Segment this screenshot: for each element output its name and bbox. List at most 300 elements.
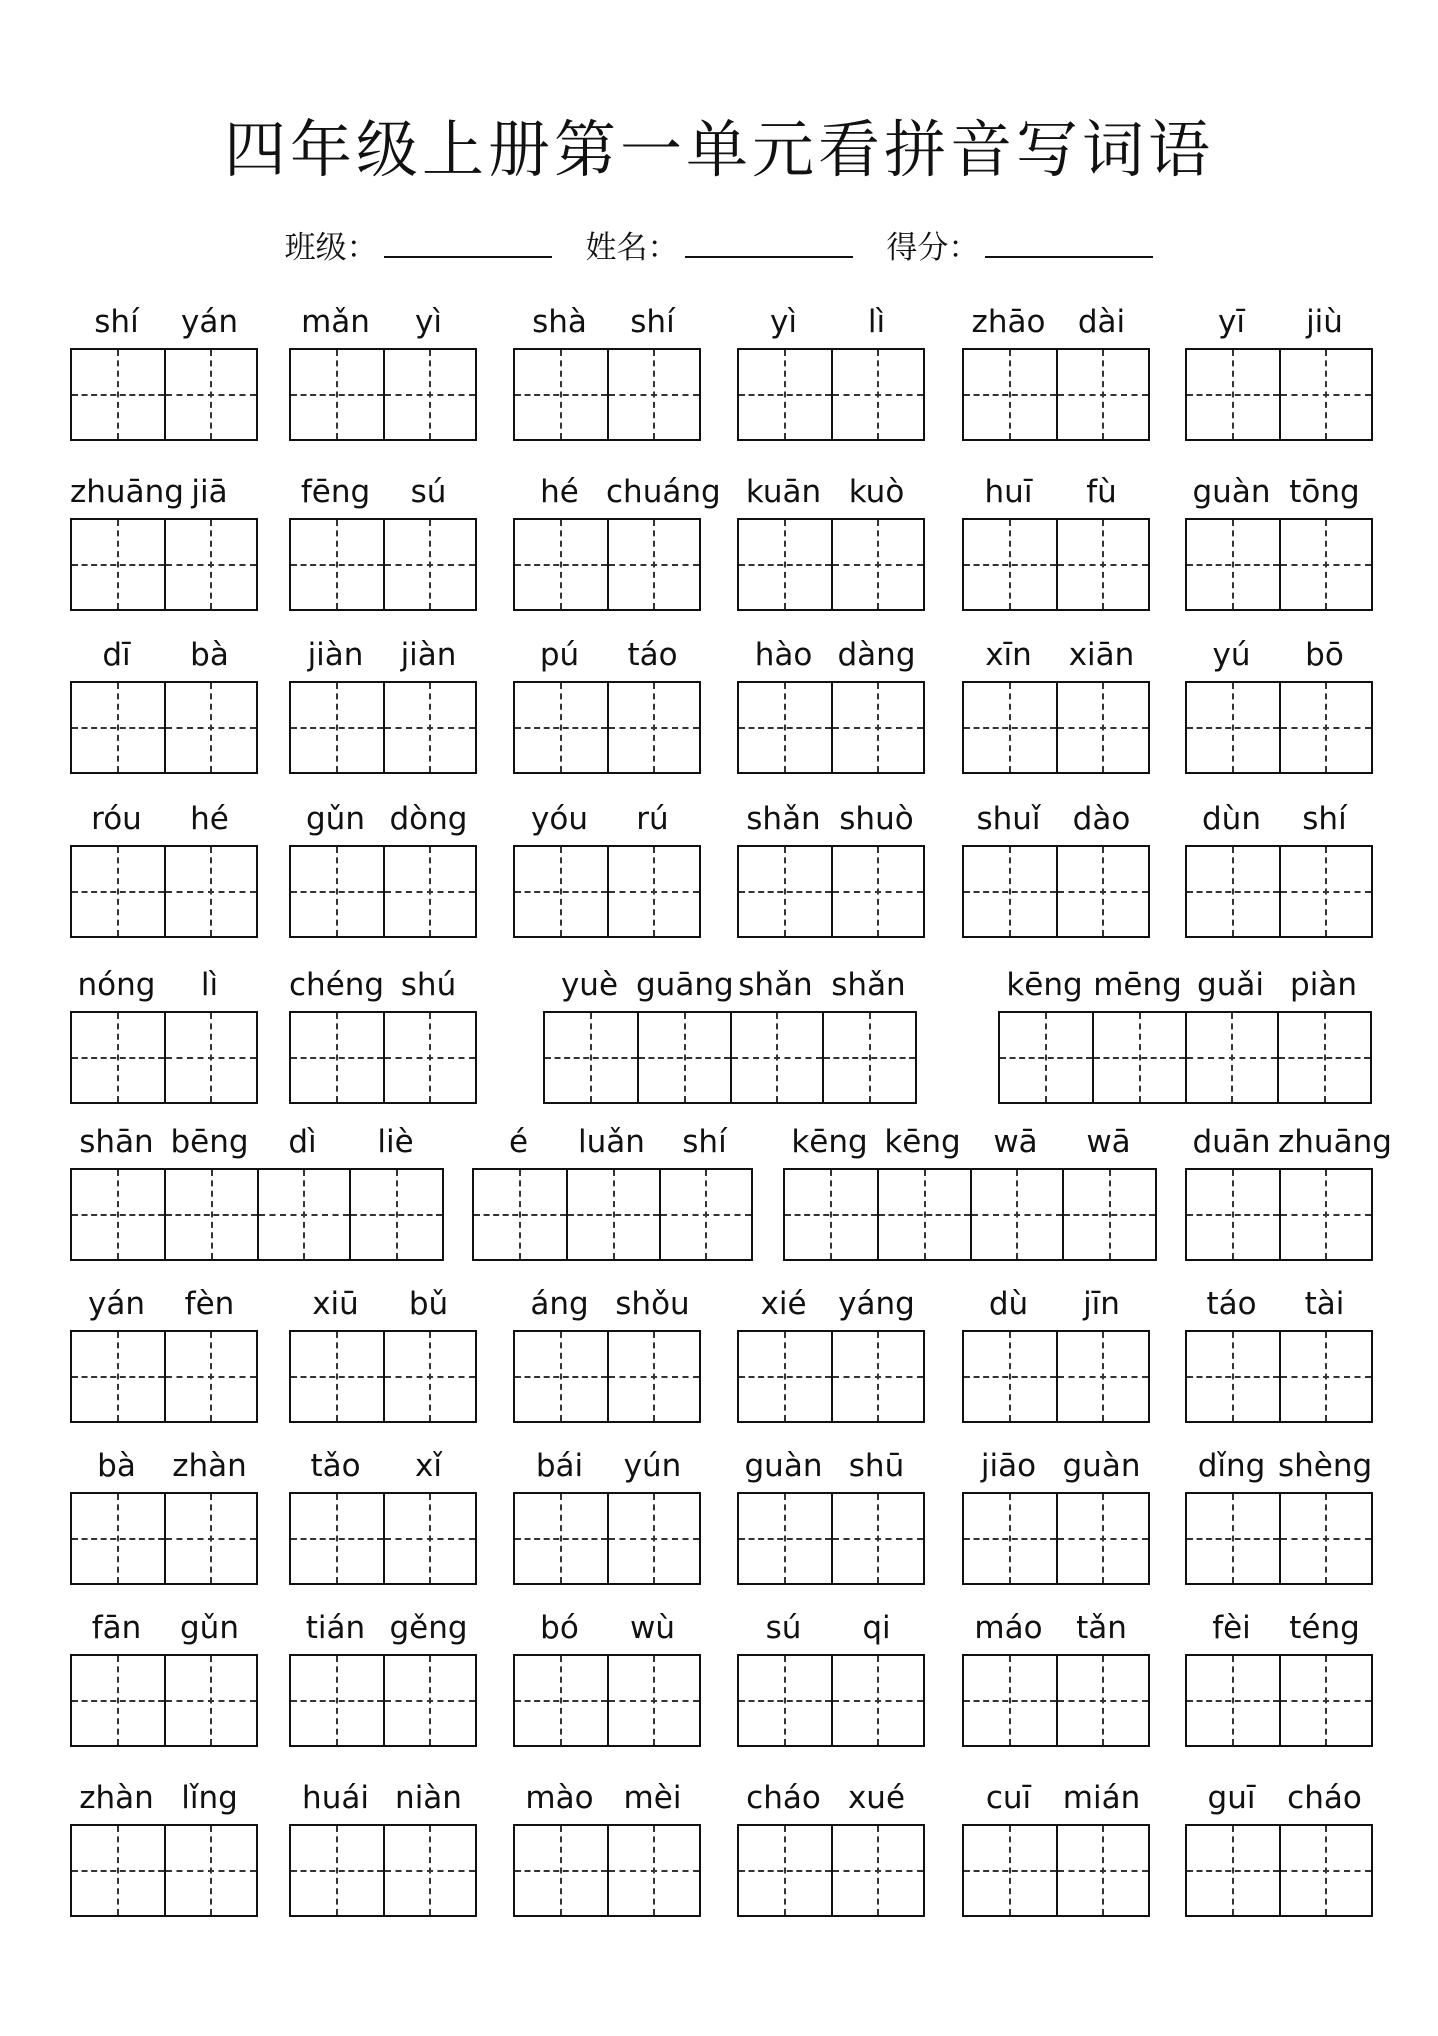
word-item: [962, 470, 1150, 613]
writing-grid: [737, 1824, 925, 1917]
pinyin-syllable: kuān: [745, 474, 822, 510]
word-item: [513, 1444, 701, 1587]
tianzige-cell[interactable]: [739, 1332, 831, 1421]
tianzige-cell[interactable]: [785, 1170, 877, 1259]
pinyin-row: [70, 963, 258, 1007]
pinyin-syllable: guàn: [744, 1448, 823, 1484]
tianzige-cell[interactable]: [474, 1170, 566, 1259]
word-item: [289, 1606, 477, 1749]
word-item: [70, 1444, 258, 1587]
pinyin-syllable: nóng: [77, 967, 156, 1003]
tianzige-cell[interactable]: [831, 520, 923, 609]
tianzige-cell[interactable]: [383, 1013, 475, 1102]
tianzige-cell[interactable]: [739, 1826, 831, 1915]
tianzige-cell[interactable]: [1092, 1013, 1185, 1102]
pinyin-syllable: shí: [630, 304, 675, 340]
pinyin-syllable: dòng: [389, 801, 468, 837]
tianzige-cell[interactable]: [831, 1656, 923, 1745]
writing-grid: [1185, 1330, 1373, 1423]
writing-grid: [1185, 518, 1373, 611]
writing-grid: [962, 1824, 1150, 1917]
tianzige-cell[interactable]: [1056, 1332, 1148, 1421]
word-item: [962, 633, 1150, 776]
pinyin-syllable: shǒu: [615, 1286, 690, 1322]
tianzige-cell[interactable]: [291, 847, 383, 936]
pinyin-syllable: yī: [1218, 304, 1245, 340]
writing-grid: [962, 1492, 1150, 1585]
tianzige-cell[interactable]: [257, 1170, 350, 1259]
class-blank[interactable]: [384, 228, 552, 258]
tianzige-cell[interactable]: [383, 520, 475, 609]
pinyin-row: [1185, 1282, 1373, 1326]
word-item: [1185, 1282, 1373, 1425]
tianzige-cell[interactable]: [964, 847, 1056, 936]
pinyin-syllable: tǎo: [310, 1448, 361, 1484]
pinyin-syllable: róu: [91, 801, 142, 837]
pinyin-syllable: mián: [1062, 1780, 1141, 1816]
tianzige-cell[interactable]: [831, 1332, 923, 1421]
tianzige-cell[interactable]: [164, 1826, 256, 1915]
writing-grid: [70, 1654, 258, 1747]
word-item: [962, 797, 1150, 940]
pinyin-row: [737, 797, 925, 841]
tianzige-cell[interactable]: [164, 520, 256, 609]
pinyin-syllable: huī: [984, 474, 1033, 510]
pinyin-row: [289, 963, 477, 1007]
tianzige-cell[interactable]: [72, 683, 164, 772]
tianzige-cell[interactable]: [739, 1494, 831, 1583]
pinyin-syllable: bēng: [170, 1124, 249, 1160]
tianzige-cell[interactable]: [1279, 1826, 1371, 1915]
tianzige-cell[interactable]: [1187, 1826, 1279, 1915]
tianzige-cell[interactable]: [291, 683, 383, 772]
pinyin-syllable: qi: [862, 1610, 891, 1646]
pinyin-row: [1185, 470, 1373, 514]
pinyin-syllable: áng: [530, 1286, 589, 1322]
tianzige-cell[interactable]: [1279, 1332, 1371, 1421]
tianzige-cell[interactable]: [383, 683, 475, 772]
writing-grid: [289, 518, 477, 611]
tianzige-cell[interactable]: [383, 1826, 475, 1915]
tianzige-cell[interactable]: [72, 1170, 164, 1259]
pinyin-syllable: táo: [1206, 1286, 1257, 1322]
pinyin-syllable: dì: [288, 1124, 317, 1160]
tianzige-cell[interactable]: [1187, 350, 1279, 439]
tianzige-cell[interactable]: [739, 847, 831, 936]
tianzige-cell[interactable]: [1185, 1013, 1278, 1102]
tianzige-cell[interactable]: [1187, 520, 1279, 609]
tianzige-cell[interactable]: [545, 1013, 637, 1102]
pinyin-syllable: yán: [88, 1286, 145, 1322]
tianzige-cell[interactable]: [291, 1826, 383, 1915]
tianzige-cell[interactable]: [1279, 847, 1371, 936]
tianzige-cell[interactable]: [383, 847, 475, 936]
tianzige-cell[interactable]: [831, 847, 923, 936]
pinyin-syllable: dài: [1077, 304, 1126, 340]
tianzige-cell[interactable]: [1279, 683, 1371, 772]
tianzige-cell[interactable]: [739, 350, 831, 439]
word-item: [70, 1282, 258, 1425]
tianzige-cell[interactable]: [1056, 847, 1148, 936]
writing-grid: [543, 1011, 917, 1104]
writing-grid: [1185, 845, 1373, 938]
pinyin-syllable: bō: [1305, 637, 1344, 673]
tianzige-cell[interactable]: [822, 1013, 915, 1102]
pinyin-syllable: piàn: [1290, 967, 1357, 1003]
tianzige-cell[interactable]: [1279, 350, 1371, 439]
pinyin-row: [289, 1606, 477, 1650]
word-item: [289, 1282, 477, 1425]
tianzige-cell[interactable]: [831, 1494, 923, 1583]
pinyin-syllable: dào: [1072, 801, 1131, 837]
writing-grid: [737, 348, 925, 441]
score-label: 得分：: [886, 230, 980, 266]
tianzige-cell[interactable]: [607, 1494, 699, 1583]
writing-grid: [513, 518, 701, 611]
tianzige-cell[interactable]: [1056, 350, 1148, 439]
name-field: [586, 228, 853, 268]
tianzige-cell[interactable]: [659, 1170, 751, 1259]
tianzige-cell[interactable]: [515, 520, 607, 609]
pinyin-syllable: shǎn: [746, 801, 821, 837]
pinyin-syllable: jiā: [191, 474, 228, 510]
pinyin-syllable: kēng: [1006, 967, 1083, 1003]
word-item: [737, 1606, 925, 1749]
tianzige-cell[interactable]: [1056, 1494, 1148, 1583]
pinyin-syllable: kuò: [848, 474, 905, 510]
word-item: [70, 1776, 258, 1919]
writing-grid: [962, 348, 1150, 441]
tianzige-cell[interactable]: [72, 350, 164, 439]
pinyin-syllable: sú: [410, 474, 447, 510]
pinyin-syllable: shà: [532, 304, 587, 340]
pinyin-row: [70, 633, 258, 677]
tianzige-cell[interactable]: [291, 350, 383, 439]
pinyin-row: [543, 963, 917, 1007]
word-item: [513, 470, 721, 613]
writing-grid: [70, 1492, 258, 1585]
pinyin-syllable: guàn: [1062, 1448, 1141, 1484]
pinyin-syllable: xiū: [312, 1286, 359, 1322]
tianzige-cell[interactable]: [383, 1656, 475, 1745]
tianzige-cell[interactable]: [1187, 847, 1279, 936]
word-item: [737, 1444, 925, 1587]
pinyin-syllable: fèi: [1212, 1610, 1251, 1646]
pinyin-row: [513, 1282, 701, 1326]
tianzige-cell[interactable]: [566, 1170, 658, 1259]
tianzige-cell[interactable]: [1056, 520, 1148, 609]
pinyin-syllable: chuáng: [606, 474, 721, 510]
word-item: [1185, 1776, 1373, 1919]
tianzige-cell[interactable]: [164, 1013, 256, 1102]
pinyin-syllable: dù: [988, 1286, 1029, 1322]
tianzige-cell[interactable]: [515, 1494, 607, 1583]
tianzige-cell[interactable]: [1277, 1013, 1370, 1102]
tianzige-cell[interactable]: [607, 1332, 699, 1421]
pinyin-syllable: jiāo: [980, 1448, 1037, 1484]
tianzige-cell[interactable]: [164, 683, 256, 772]
tianzige-cell[interactable]: [1187, 1656, 1279, 1745]
tianzige-cell[interactable]: [607, 350, 699, 439]
pinyin-row: [513, 797, 701, 841]
tianzige-cell[interactable]: [72, 1826, 164, 1915]
tianzige-cell[interactable]: [831, 1826, 923, 1915]
pinyin-row: [289, 1444, 477, 1488]
writing-grid: [737, 1330, 925, 1423]
tianzige-cell[interactable]: [970, 1170, 1063, 1259]
word-item: [1185, 470, 1373, 613]
word-item: [962, 1776, 1150, 1919]
tianzige-cell[interactable]: [964, 1826, 1056, 1915]
pinyin-row: [70, 1776, 258, 1820]
tianzige-cell[interactable]: [72, 520, 164, 609]
word-item: [1185, 633, 1373, 776]
tianzige-cell[interactable]: [1056, 683, 1148, 772]
tianzige-cell[interactable]: [637, 1013, 730, 1102]
tianzige-cell[interactable]: [291, 1013, 383, 1102]
tianzige-cell[interactable]: [607, 1656, 699, 1745]
pinyin-syllable: táo: [627, 637, 678, 673]
writing-grid: [513, 1824, 701, 1917]
tianzige-cell[interactable]: [383, 1332, 475, 1421]
writing-grid: [70, 1824, 258, 1917]
pinyin-row: [1185, 1120, 1392, 1164]
pinyin-syllable: cháo: [746, 1780, 821, 1816]
tianzige-cell[interactable]: [1056, 1656, 1148, 1745]
pinyin-syllable: tǎn: [1076, 1610, 1127, 1646]
tianzige-cell[interactable]: [164, 1332, 256, 1421]
word-item: [543, 963, 917, 1106]
pinyin-row: [1185, 797, 1373, 841]
word-item: [289, 797, 477, 940]
writing-grid: [513, 1654, 701, 1747]
pinyin-syllable: huái: [302, 1780, 369, 1816]
tianzige-cell[interactable]: [964, 1332, 1056, 1421]
pinyin-syllable: gěng: [389, 1610, 468, 1646]
writing-grid: [962, 1654, 1150, 1747]
writing-grid: [1185, 1168, 1373, 1261]
tianzige-cell[interactable]: [831, 683, 923, 772]
writing-grid: [962, 518, 1150, 611]
tianzige-cell[interactable]: [383, 350, 475, 439]
pinyin-syllable: shí: [94, 304, 139, 340]
writing-grid: [783, 1168, 1157, 1261]
tianzige-cell[interactable]: [164, 1656, 256, 1745]
pinyin-row: [513, 1776, 701, 1820]
pinyin-row: [737, 470, 925, 514]
writing-grid: [513, 845, 701, 938]
tianzige-cell[interactable]: [1279, 520, 1371, 609]
pinyin-row: [783, 1120, 1157, 1164]
tianzige-cell[interactable]: [72, 1494, 164, 1583]
writing-grid: [1185, 1654, 1373, 1747]
word-item: [513, 1776, 701, 1919]
word-item: [962, 1444, 1150, 1587]
pinyin-syllable: shí: [682, 1124, 727, 1160]
tianzige-cell[interactable]: [349, 1170, 442, 1259]
word-item: [962, 1606, 1150, 1749]
pinyin-syllable: zhuāng: [70, 474, 184, 510]
tianzige-cell[interactable]: [1187, 683, 1279, 772]
pinyin-syllable: dàng: [837, 637, 916, 673]
pinyin-syllable: gǔn: [180, 1610, 239, 1646]
tianzige-cell[interactable]: [291, 1656, 383, 1745]
writing-grid: [1185, 1492, 1373, 1585]
pinyin-syllable: hào: [754, 637, 813, 673]
tianzige-cell[interactable]: [72, 1332, 164, 1421]
tianzige-cell[interactable]: [1279, 1494, 1371, 1583]
pinyin-row: [962, 633, 1150, 677]
pinyin-row: [1185, 633, 1373, 677]
tianzige-cell[interactable]: [515, 847, 607, 936]
score-field: [886, 228, 1153, 268]
pinyin-syllable: yán: [181, 304, 238, 340]
pinyin-syllable: bǔ: [408, 1286, 449, 1322]
score-blank[interactable]: [985, 228, 1153, 258]
pinyin-row: [962, 797, 1150, 841]
tianzige-cell[interactable]: [739, 1656, 831, 1745]
tianzige-cell[interactable]: [964, 1656, 1056, 1745]
pinyin-syllable: lì: [200, 967, 219, 1003]
tianzige-cell[interactable]: [72, 1013, 164, 1102]
pinyin-syllable: shú: [400, 967, 457, 1003]
pinyin-syllable: yì: [415, 304, 442, 340]
word-item: [737, 470, 925, 613]
tianzige-cell[interactable]: [1000, 1013, 1092, 1102]
pinyin-syllable: bà: [97, 1448, 136, 1484]
pinyin-row: [737, 300, 925, 344]
tianzige-cell[interactable]: [72, 1656, 164, 1745]
pinyin-syllable: guàn: [1192, 474, 1271, 510]
name-blank[interactable]: [685, 228, 853, 258]
tianzige-cell[interactable]: [1187, 1494, 1279, 1583]
tianzige-cell[interactable]: [1187, 1170, 1279, 1259]
writing-grid: [737, 518, 925, 611]
writing-grid: [962, 845, 1150, 938]
tianzige-cell[interactable]: [515, 1332, 607, 1421]
writing-grid: [737, 1492, 925, 1585]
word-item: [289, 633, 477, 776]
tianzige-cell[interactable]: [164, 847, 256, 936]
pinyin-syllable: dùn: [1202, 801, 1261, 837]
word-item: [998, 963, 1372, 1106]
word-item: [513, 633, 701, 776]
tianzige-cell[interactable]: [1279, 1656, 1371, 1745]
pinyin-syllable: mēng: [1093, 967, 1182, 1003]
pinyin-syllable: tōng: [1289, 474, 1360, 510]
pinyin-row: [513, 300, 701, 344]
tianzige-cell[interactable]: [877, 1170, 970, 1259]
tianzige-cell[interactable]: [607, 1826, 699, 1915]
tianzige-cell[interactable]: [291, 520, 383, 609]
pinyin-row: [70, 300, 258, 344]
pinyin-row: [513, 633, 701, 677]
tianzige-cell[interactable]: [164, 1494, 256, 1583]
writing-grid: [70, 1168, 444, 1261]
writing-grid: [289, 348, 477, 441]
tianzige-cell[interactable]: [1279, 1170, 1371, 1259]
tianzige-cell[interactable]: [739, 520, 831, 609]
tianzige-cell[interactable]: [964, 520, 1056, 609]
pinyin-syllable: guī: [1207, 1780, 1256, 1816]
tianzige-cell[interactable]: [964, 350, 1056, 439]
word-item: [783, 1120, 1157, 1263]
word-item: [1185, 1444, 1373, 1587]
tianzige-cell[interactable]: [607, 520, 699, 609]
pinyin-syllable: jīn: [1083, 1286, 1120, 1322]
word-item: [70, 470, 258, 613]
tianzige-cell[interactable]: [515, 1656, 607, 1745]
word-item: [289, 1776, 477, 1919]
writing-grid: [289, 1824, 477, 1917]
tianzige-cell[interactable]: [515, 1826, 607, 1915]
tianzige-cell[interactable]: [739, 683, 831, 772]
tianzige-cell[interactable]: [964, 1494, 1056, 1583]
pinyin-syllable: kēng: [884, 1124, 961, 1160]
pinyin-row: [70, 797, 258, 841]
tianzige-cell[interactable]: [515, 683, 607, 772]
pinyin-syllable: cháo: [1287, 1780, 1362, 1816]
word-item: [70, 963, 258, 1106]
tianzige-cell[interactable]: [964, 683, 1056, 772]
pinyin-row: [962, 1444, 1150, 1488]
writing-grid: [289, 1330, 477, 1423]
word-item: [1185, 1606, 1373, 1749]
pinyin-syllable: shǎn: [831, 967, 906, 1003]
pinyin-syllable: yuè: [560, 967, 619, 1003]
pinyin-syllable: mào: [525, 1780, 594, 1816]
pinyin-row: [1185, 1444, 1373, 1488]
tianzige-cell[interactable]: [1056, 1826, 1148, 1915]
pinyin-row: [962, 1776, 1150, 1820]
tianzige-cell[interactable]: [383, 1494, 475, 1583]
pinyin-row: [998, 963, 1372, 1007]
tianzige-cell[interactable]: [607, 847, 699, 936]
pinyin-row: [737, 1776, 925, 1820]
pinyin-syllable: xiān: [1068, 637, 1135, 673]
pinyin-row: [962, 1282, 1150, 1326]
tianzige-cell[interactable]: [607, 683, 699, 772]
tianzige-cell[interactable]: [515, 350, 607, 439]
pinyin-syllable: jiù: [1306, 304, 1343, 340]
writing-grid: [1185, 1824, 1373, 1917]
tianzige-cell[interactable]: [164, 350, 256, 439]
writing-grid: [70, 1330, 258, 1423]
word-item: [70, 633, 258, 776]
tianzige-cell[interactable]: [291, 1494, 383, 1583]
page-title: 四年级上册第一单元看拼音写词语: [223, 113, 1214, 186]
tianzige-cell[interactable]: [1062, 1170, 1155, 1259]
pinyin-syllable: shuǐ: [976, 801, 1041, 837]
pinyin-syllable: shuò: [839, 801, 914, 837]
tianzige-cell[interactable]: [72, 847, 164, 936]
pinyin-row: [70, 1606, 258, 1650]
tianzige-cell[interactable]: [831, 350, 923, 439]
word-item: [1185, 797, 1373, 940]
writing-grid: [513, 1330, 701, 1423]
pinyin-row: [737, 1282, 925, 1326]
pinyin-syllable: yóu: [531, 801, 588, 837]
writing-grid: [70, 845, 258, 938]
tianzige-cell[interactable]: [164, 1170, 257, 1259]
word-item: [962, 1282, 1150, 1425]
tianzige-cell[interactable]: [730, 1013, 823, 1102]
tianzige-cell[interactable]: [291, 1332, 383, 1421]
word-item: [70, 300, 258, 443]
pinyin-syllable: jiàn: [307, 637, 364, 673]
tianzige-cell[interactable]: [1187, 1332, 1279, 1421]
pinyin-syllable: téng: [1289, 1610, 1360, 1646]
